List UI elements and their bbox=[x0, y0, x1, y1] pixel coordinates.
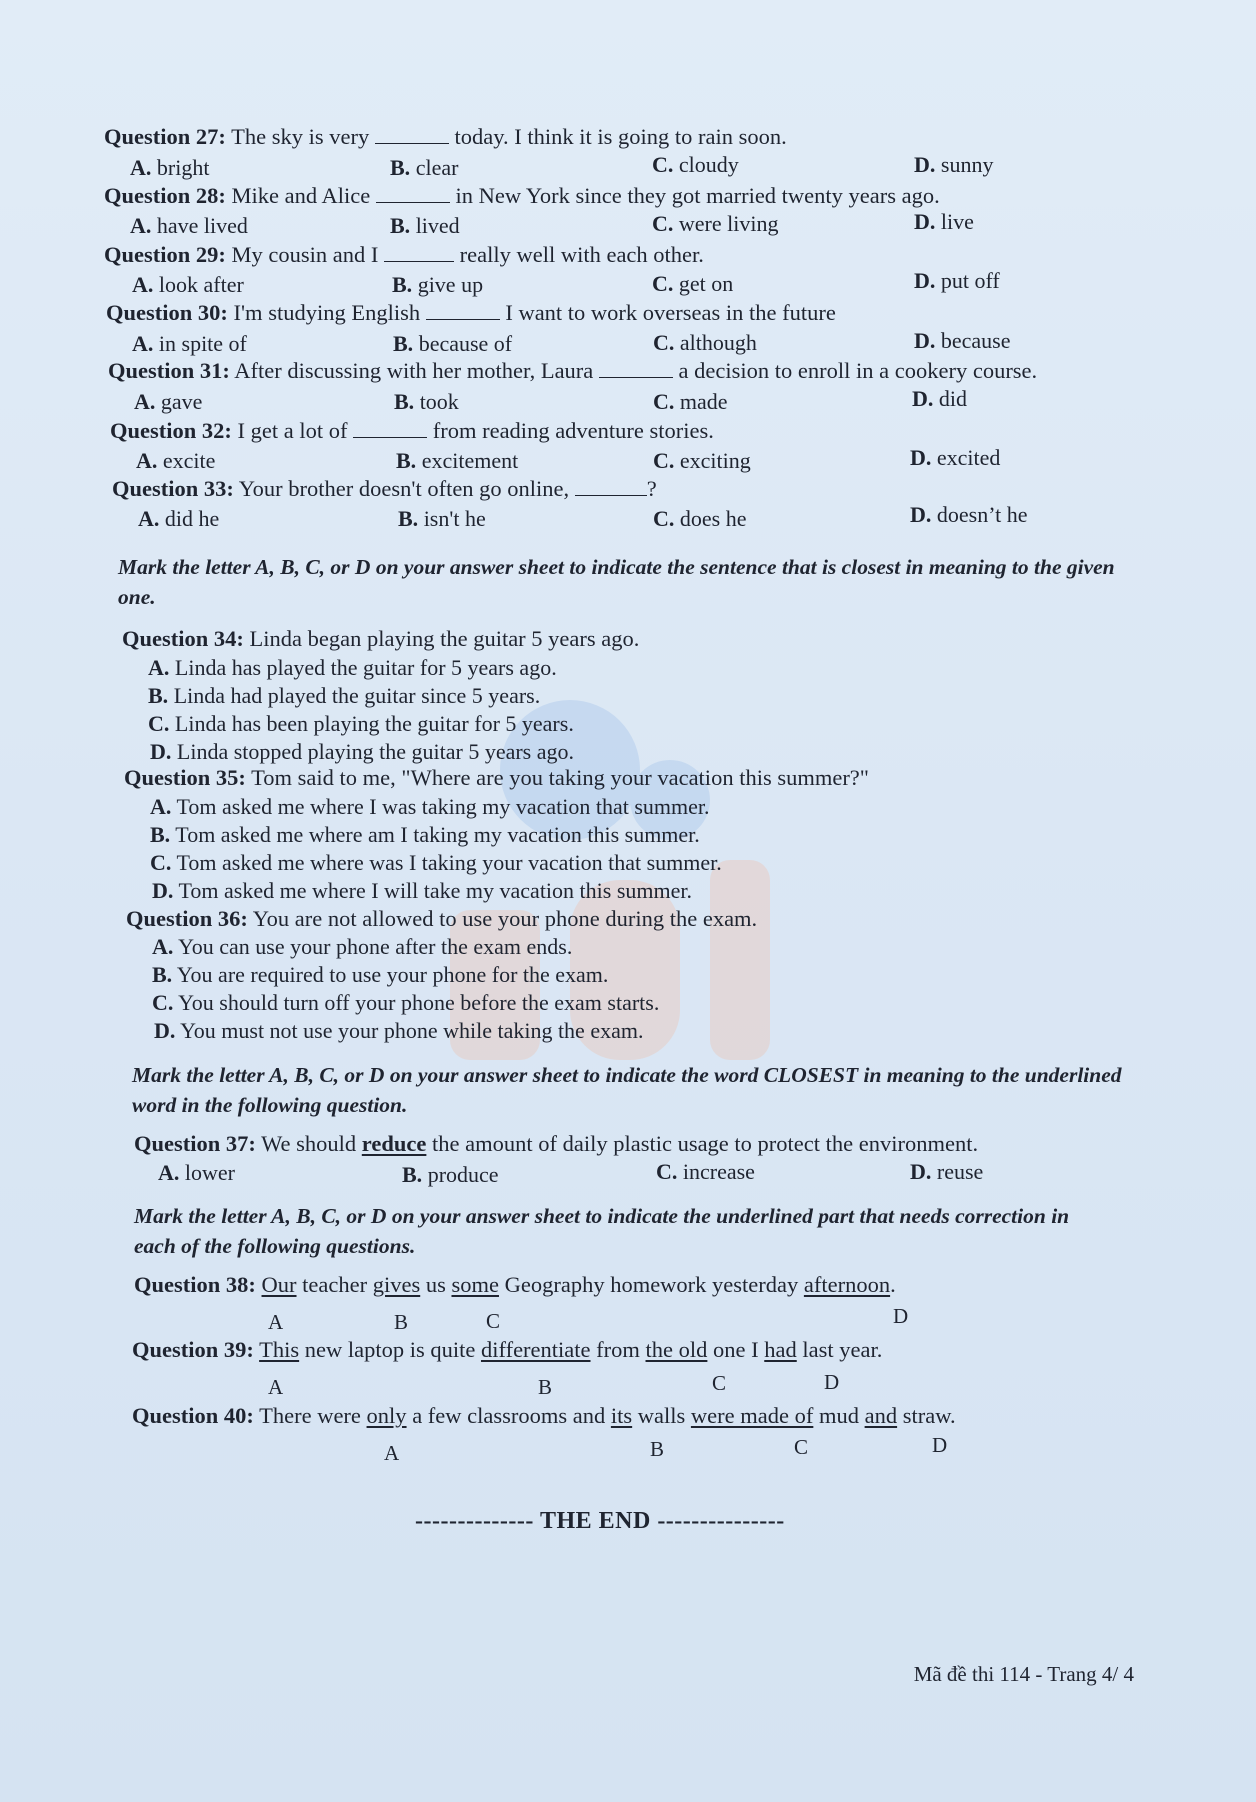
q37-option-c[interactable]: C. increase bbox=[656, 1159, 755, 1184]
q30-option-b[interactable]: B. because of bbox=[393, 331, 513, 356]
q29-option-d[interactable]: D. put off bbox=[914, 268, 1000, 293]
q29-option-c[interactable]: C. get on bbox=[652, 271, 734, 296]
q39-label-c: C bbox=[712, 1371, 727, 1395]
q33-option-c[interactable]: C. does he bbox=[653, 506, 747, 531]
q40-label-d: D bbox=[932, 1433, 948, 1457]
q33-option-b[interactable]: B. isn't he bbox=[398, 506, 486, 531]
q38-part-a[interactable]: Our bbox=[261, 1272, 297, 1297]
q29-option-b[interactable]: B. give up bbox=[392, 272, 484, 297]
question-38: Question 38: Our teacher gives us some Geography homework yesterday afternoon. bbox=[134, 1272, 896, 1297]
q31-option-c[interactable]: C. made bbox=[653, 389, 728, 414]
q34-option-d[interactable]: D. Linda stopped playing the guitar 5 years ago. bbox=[150, 739, 575, 764]
q30-option-c[interactable]: C. although bbox=[653, 330, 757, 355]
question-37: Question 37: We should reduce the amount of daily plastic usage to protect the environment. bbox=[134, 1131, 979, 1156]
question-31: Question 31: After discussing with her mother, Laura a decision to enroll in a cookery course. bbox=[108, 358, 1038, 383]
q32-option-b[interactable]: B. excitement bbox=[396, 448, 519, 473]
q37-option-d[interactable]: D. reuse bbox=[910, 1159, 984, 1184]
q28-option-d[interactable]: D. live bbox=[914, 209, 974, 234]
q31-option-b[interactable]: B. took bbox=[394, 389, 459, 414]
q40-label-b: B bbox=[650, 1437, 665, 1461]
q31-option-d[interactable]: D. did bbox=[912, 386, 968, 411]
page-footer: Mã đề thi 114 - Trang 4/ 4 bbox=[913, 1662, 1134, 1686]
q30-option-d[interactable]: D. because bbox=[914, 328, 1011, 353]
q27-option-a[interactable]: A. bright bbox=[130, 155, 210, 180]
q36-option-d[interactable]: D. You must not use your phone while taking the exam. bbox=[154, 1018, 644, 1043]
question-32: Question 32: I get a lot of from reading adventure stories. bbox=[110, 418, 714, 443]
question-33: Question 33: Your brother doesn't often go online, ? bbox=[112, 476, 657, 501]
q28-option-b[interactable]: B. lived bbox=[390, 213, 460, 238]
q32-option-d[interactable]: D. excited bbox=[910, 445, 1001, 470]
question-40: Question 40: There were only a few classrooms and its walls were made of mud and straw. bbox=[132, 1403, 956, 1428]
q36-option-a[interactable]: A. You can use your phone after the exam ends. bbox=[152, 934, 573, 959]
q36-option-b[interactable]: B. You are required to use your phone for the exam. bbox=[152, 962, 609, 987]
q29-option-a[interactable]: A. look after bbox=[132, 272, 244, 297]
q38-part-b[interactable]: gives bbox=[372, 1272, 421, 1297]
q32-option-c[interactable]: C. exciting bbox=[653, 448, 751, 473]
q27-option-c[interactable]: C. cloudy bbox=[652, 152, 739, 177]
q37-option-b[interactable]: B. produce bbox=[402, 1162, 499, 1187]
q32-option-a[interactable]: A. excite bbox=[136, 448, 216, 473]
q40-part-c[interactable]: were made of bbox=[690, 1403, 814, 1428]
q37-option-a[interactable]: A. lower bbox=[158, 1160, 235, 1185]
q35-option-a[interactable]: A. Tom asked me where I was taking my vacation that summer. bbox=[150, 794, 710, 819]
q28-option-c[interactable]: C. were living bbox=[652, 211, 779, 236]
q40-part-d[interactable]: and bbox=[864, 1403, 898, 1428]
instruction-closest-sentence: Mark the letter A, B, C, or D on your answer sheet to indicate the sentence that is closest in meaning to the given one. bbox=[118, 555, 1115, 609]
q28-option-a[interactable]: A. have lived bbox=[130, 213, 248, 238]
q40-label-c: C bbox=[794, 1435, 809, 1459]
q27-option-d[interactable]: D. sunny bbox=[914, 152, 994, 177]
q33-option-d[interactable]: D. doesn’t he bbox=[910, 502, 1028, 527]
question-36: Question 36: You are not allowed to use your phone during the exam. bbox=[126, 906, 758, 931]
q40-label-a: A bbox=[384, 1441, 400, 1465]
q39-part-b[interactable]: differentiate bbox=[480, 1337, 591, 1362]
q39-label-a: A bbox=[268, 1375, 284, 1399]
the-end-marker: -------------- THE END --------------- bbox=[415, 1508, 785, 1534]
q39-part-c[interactable]: the old bbox=[645, 1337, 708, 1362]
question-29: Question 29: My cousin and I really well with each other. bbox=[104, 242, 704, 267]
underlined-word-reduce: reduce bbox=[361, 1131, 427, 1156]
question-27: Question 27: The sky is very today. I think it is going to rain soon. bbox=[104, 124, 787, 149]
question-34: Question 34: Linda began playing the guitar 5 years ago. bbox=[122, 626, 640, 651]
q35-option-b[interactable]: B. Tom asked me where am I taking my vacation this summer. bbox=[150, 822, 700, 847]
q38-label-b: B bbox=[394, 1310, 409, 1334]
q34-option-c[interactable]: C. Linda has been playing the guitar for 5 years. bbox=[148, 711, 574, 736]
question-35: Question 35: Tom said to me, "Where are you taking your vacation this summer?" bbox=[124, 765, 869, 790]
q38-label-d: D bbox=[893, 1304, 909, 1328]
q31-option-a[interactable]: A. gave bbox=[134, 389, 203, 414]
question-28: Question 28: Mike and Alice in New York since they got married twenty years ago. bbox=[104, 183, 940, 208]
q39-label-d: D bbox=[824, 1370, 840, 1394]
q39-part-a[interactable]: This bbox=[259, 1337, 300, 1362]
q34-option-b[interactable]: B. Linda had played the guitar since 5 years. bbox=[148, 683, 541, 708]
q40-part-a[interactable]: only bbox=[366, 1403, 407, 1428]
q27-option-b[interactable]: B. clear bbox=[390, 155, 459, 180]
question-30: Question 30: I'm studying English I want to work overseas in the future bbox=[106, 300, 836, 325]
instruction-correction: Mark the letter A, B, C, or D on your answer sheet to indicate the underlined part that needs correction in each of the following questions. bbox=[134, 1204, 1070, 1258]
q36-option-c[interactable]: C. You should turn off your phone before the exam starts. bbox=[152, 990, 660, 1015]
q35-option-d[interactable]: D. Tom asked me where I will take my vacation this summer. bbox=[152, 878, 692, 903]
q38-label-c: C bbox=[486, 1309, 501, 1333]
q40-part-b[interactable]: its bbox=[610, 1403, 633, 1428]
q33-option-a[interactable]: A. did he bbox=[138, 506, 220, 531]
question-39: Question 39: This new laptop is quite differentiate from the old one I had last year. bbox=[132, 1337, 883, 1362]
q30-option-a[interactable]: A. in spite of bbox=[132, 331, 247, 356]
q38-label-a: A bbox=[268, 1310, 284, 1334]
instruction-closest-word: Mark the letter A, B, C, or D on your answer sheet to indicate the word CLOSEST in meaning to the underlined word in the following question. bbox=[132, 1063, 1122, 1117]
q39-part-d[interactable]: had bbox=[764, 1337, 797, 1362]
q38-part-c[interactable]: some bbox=[451, 1272, 499, 1297]
q34-option-a[interactable]: A. Linda has played the guitar for 5 years ago. bbox=[148, 655, 557, 680]
q35-option-c[interactable]: C. Tom asked me where was I taking your vacation that summer. bbox=[150, 850, 722, 875]
q39-label-b: B bbox=[538, 1375, 553, 1399]
q38-part-d[interactable]: afternoon bbox=[803, 1272, 891, 1297]
